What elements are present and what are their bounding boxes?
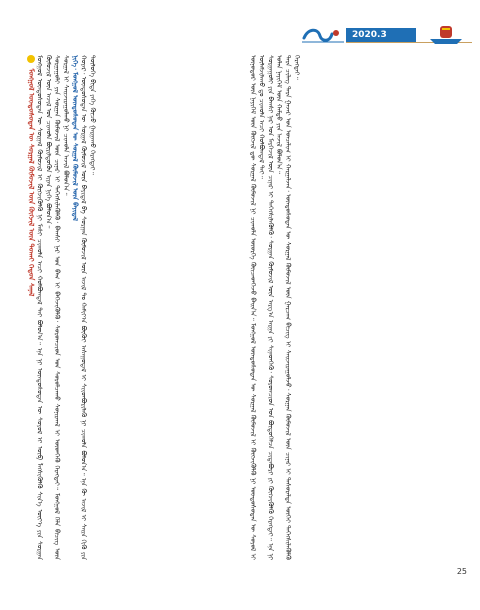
page-header [300,24,472,46]
article-title-row [26,55,35,560]
right-column [248,55,470,560]
lantern-boat-icon [424,24,468,46]
paragraph: ᠲᠡᠷᠡ ᠴᠢᠯᠡᠭ ᠲᠡᠷᠡ ᠭᠠᠵᠠᠷ ᠤᠨ ᠣᠨᠴᠠᠯᠢᠭ ᠢ ᠬᠠᠷᠭᠠᠯᠵᠠᠨ᠂ ᠦᠨᠳᠦᠰᠦᠲᠡᠨ ᠦ ᠰᠤᠷᠭᠠᠯ ᠬᠦᠮᠦᠵᠢᠯ ᠦᠨ ᠭᠠᠷᠴᠠᠭ ᠪᠢᠴᠢᠭ ᠢ ᠰᠠᠢᠵᠢᠷᠠᠭᠤᠯᠵᠤ᠂ ᠰᠤᠷᠭᠠᠨ ᠬᠦᠮᠦᠵᠢᠯ ᠦᠨ ᠴᠢᠨᠠᠷ ᠢ ᠲᠠᠰᠤᠷᠠᠯᠲᠠ ᠦᠭᠡᠢ ᠳᠡᠭᠡᠭᠰᠢᠯᠡᠭᠦᠯᠬᠦ ᠬᠡᠷᠡᠭᠲᠡᠶ᠃ [283,55,301,560]
page-number: 25 [456,567,467,576]
left-column [26,55,234,560]
issue-badge: 2020.3 [346,28,416,42]
paragraph: ᠥᠨᠥᠳᠥᠷ ᠦᠨ ᠨᠡᠶᠢᠭᠡᠮ ᠦᠨ ᠬᠦᠭᠵᠢᠯ ᠳᠦ ᠰᠤᠷᠭᠠᠯ ᠬᠦᠮᠦᠵᠢᠯ ᠨᠢ ᠴᠢᠬᠤᠯᠠ ᠦᠦᠷᠭᠡ ᠭᠦᠢᠴᠡᠳᠬᠡᠵᠦ ᠪᠠᠢᠨ᠎ᠠ᠃ ᠮᠣᠩᠭᠣᠯ ᠦᠨᠳᠦᠰᠦᠲᠡᠨ ᠦ ᠰᠤᠷᠭᠠᠯ ᠬᠦᠮᠦᠵᠢᠯ ᠢ ᠬᠥᠭᠵᠢᠭᠦᠯᠬᠦ ᠨᠢ ᠦᠨᠳᠦᠰᠦᠲᠡᠨ ᠦ ᠰᠣᠶᠣᠯ ᠢ ᠦᠯᠠᠮᠵᠢᠯᠠᠬᠤ ᠳᠤ ᠴᠢᠬᠤᠯᠠ ᠠᠴᠢ ᠬᠣᠯᠪᠣᠭᠳᠠᠯ ᠲᠠᠢ᠃ [248,55,266,560]
paragraph: ᠰᠤᠷᠭᠠᠭᠤᠯᠢ ᠶᠢᠨ ᠪᠠᠭᠰᠢ ᠨᠠᠷ ᠤᠨ ᠮᠡᠷᠭᠡᠵᠢᠯ ᠦᠨ ᠴᠢᠨᠠᠷ ᠢ ᠳᠡᠭᠡᠭᠰᠢᠯᠡᠭᠦᠯᠬᠦ᠂ ᠰᠤᠷᠭᠠᠨ ᠬᠦᠮᠦᠵᠢᠯ ᠦᠨ ᠠᠷᠭ᠎ᠠ ᠠᠷᠭᠠ ᠶᠢ ᠰᠢᠨᠡᠳᠬᠡᠬᠦ᠂ ᠰᠤᠷᠤᠭᠴᠢᠳ ᠤᠨ ᠪᠦᠲᠦᠭᠡᠯᠴᠡ ᠴᠢᠳᠠᠪᠤᠷᠢ ᠶᠢ ᠬᠥᠭᠵᠢᠭᠦᠯᠬᠦ ᠬᠡᠷᠡᠭᠲᠡᠶ᠃ ᠡᠨᠡ ᠨᠢ ᠣᠯᠠᠨ ᠨᠡᠶᠢᠭᠡᠮ ᠦᠨ ᠬᠠᠮᠲᠤ ᠶᠢᠨ ᠠᠵᠢᠯ ᠪᠣᠯᠤᠨ᠎ᠠ᠃ [266,55,284,560]
paragraph: ᠮᠣᠩᠭᠣᠯ ᠦᠨᠳᠦᠰᠦᠲᠡᠨ ᠦ ᠰᠤᠷᠭᠠᠯ ᠬᠦᠮᠦᠵᠢᠯ ᠢ ᠬᠦᠭᠵᠢᠭᠦᠯᠬᠦ ᠨᠢ ᠮᠠᠰᠢ ᠴᠢᠬᠤᠯᠠ ᠠᠴᠢ ᠬᠣᠯᠪᠣᠭᠳᠠᠯ ᠲᠠᠢ ᠪᠣᠯᠤᠨ᠎ᠠ᠃ ᠡᠨᠡ ᠨᠢ ᠦᠨᠳᠦᠰᠦᠲᠡᠨ ᠦ ᠰᠣᠶᠣᠯ ᠢ ᠥᠪ ᠯᠡᠭᠰᠢᠭᠦᠯᠬᠦ ᠰᠢᠨ᠎ᠡ ᠦᠶ᠎ᠡ ᠶᠢᠨ ᠰᠤᠷᠭᠠᠨ ᠬᠦᠮᠦᠵᠢᠯ ᠦᠨ ᠠᠵᠢᠯ ᠤᠨ ᠴᠢᠬᠤᠯᠠ ᠪᠦᠷᠢᠯᠳᠦᠬᠦᠨ ᠢᠶᠡᠨ ᠨᠢᠭᠡ ᠪᠣᠯᠤᠨ᠎ᠠ᠃ [35,55,53,560]
article-title: ᠮᠣᠩᠭᠣᠯ ᠦᠨᠳᠦᠰᠦᠲᠡᠨ ᠦ ᠰᠤᠷᠭᠠᠯ ᠬᠦᠮᠦᠵᠢᠯ ᠦᠨ ᠬᠦᠭᠵᠢᠯ ᠦᠨ ᠲᠤᠬᠠᠢ ᠬᠡᠳᠦᠨ ᠰᠠᠨᠠᠯ [26,68,35,297]
paragraph: ᠰᠤᠷᠭᠠᠭᠤᠯᠢ ᠶᠢᠨ ᠰᠤᠷᠭᠠᠨ ᠬᠦᠮᠦᠵᠢᠯ ᠦᠨ ᠴᠢᠨᠠᠷ ᠢ ᠳᠡᠭᠡᠭᠰᠢᠯᠡᠭᠦᠯᠬᠦ᠂ ᠪᠠᠭᠰᠢ ᠨᠠᠷ ᠤᠨ ᠪᠠᠭ ᠢ ᠪᠡᠬᠡᠵᠢᠭᠦᠯᠬᠦ᠂ ᠰᠤᠷᠤᠭᠴᠢᠳ ᠤᠨ ᠰᠤᠷᠤᠯᠴᠠᠬᠤ ᠰᠣᠨᠢᠷᠬᠠᠯ ᠢ ᠥᠳᠬᠡᠬᠦ ᠬᠡᠷᠡᠭᠲᠡᠶ᠃ ᠮᠣᠩᠭᠣᠯ ᠬᠡᠯᠡ ᠪᠢᠴᠢᠭ ᠦᠨ ᠰᠤᠷᠭᠠᠯ ᠢ ᠰᠠᠢᠵᠢᠷᠠᠭᠤᠯᠬᠤ ᠨᠢ ᠴᠢᠬᠤᠯᠠ ᠠᠵᠢᠯ ᠪᠣᠯᠤᠨ᠎ᠠ᠃ [53,55,70,560]
swirl-logo-icon [300,24,346,46]
section-subheading: ᠨᠢᠭᠡ᠂ ᠮᠣᠩᠭᠣᠯ ᠦᠨᠳᠦᠰᠦᠲᠡᠨ ᠦ ᠰᠤᠷᠭᠠᠯ ᠬᠦᠮᠦᠵᠢᠯ ᠦᠨ ᠪᠠᠶᠢᠳᠠᠯ [70,55,79,222]
article-body [26,55,470,560]
paragraph: ᠬᠣᠶᠠᠷ᠂ ᠦᠨᠳᠦᠰᠦᠲᠡᠨ ᠦ ᠰᠤᠷᠭᠠᠯ ᠬᠦᠮᠦᠵᠢᠯ ᠦᠨ ᠪᠠᠶᠢᠳᠠᠯ ᠪᠠ ᠰᠤᠷᠭᠠᠨ ᠬᠦᠮᠦᠵᠢᠯ ᠦᠨ ᠠᠵᠢᠯ ᠲᠤ ᠬᠠᠮᠢᠶ᠎ᠠ ᠪᠦᠬᠦᠢ ᠠᠰᠠᠭᠤᠳᠠᠯ ᠢ ᠰᠢᠢᠳᠪᠦᠷᠢᠯᠡᠬᠦ ᠨᠢ ᠴᠢᠬᠤᠯᠠ ᠪᠣᠯᠤᠨ᠎ᠠ᠃ ᠡᠨᠡ ᠬᠦ ᠠᠵᠢᠯ ᠢ ᠰᠠᠢᠨ ᠬᠢᠬᠦ ᠶᠢᠨ ᠲᠥᠯᠥᠭᠡ ᠪᠢᠳᠡ ᠶᠡᠬᠡ ᠬᠦᠴᠦ ᠭᠠᠷᠭᠠᠬᠤ ᠬᠡᠷᠡᠭᠲᠡᠶ᠃ [79,55,97,560]
bullet-icon [27,55,35,63]
